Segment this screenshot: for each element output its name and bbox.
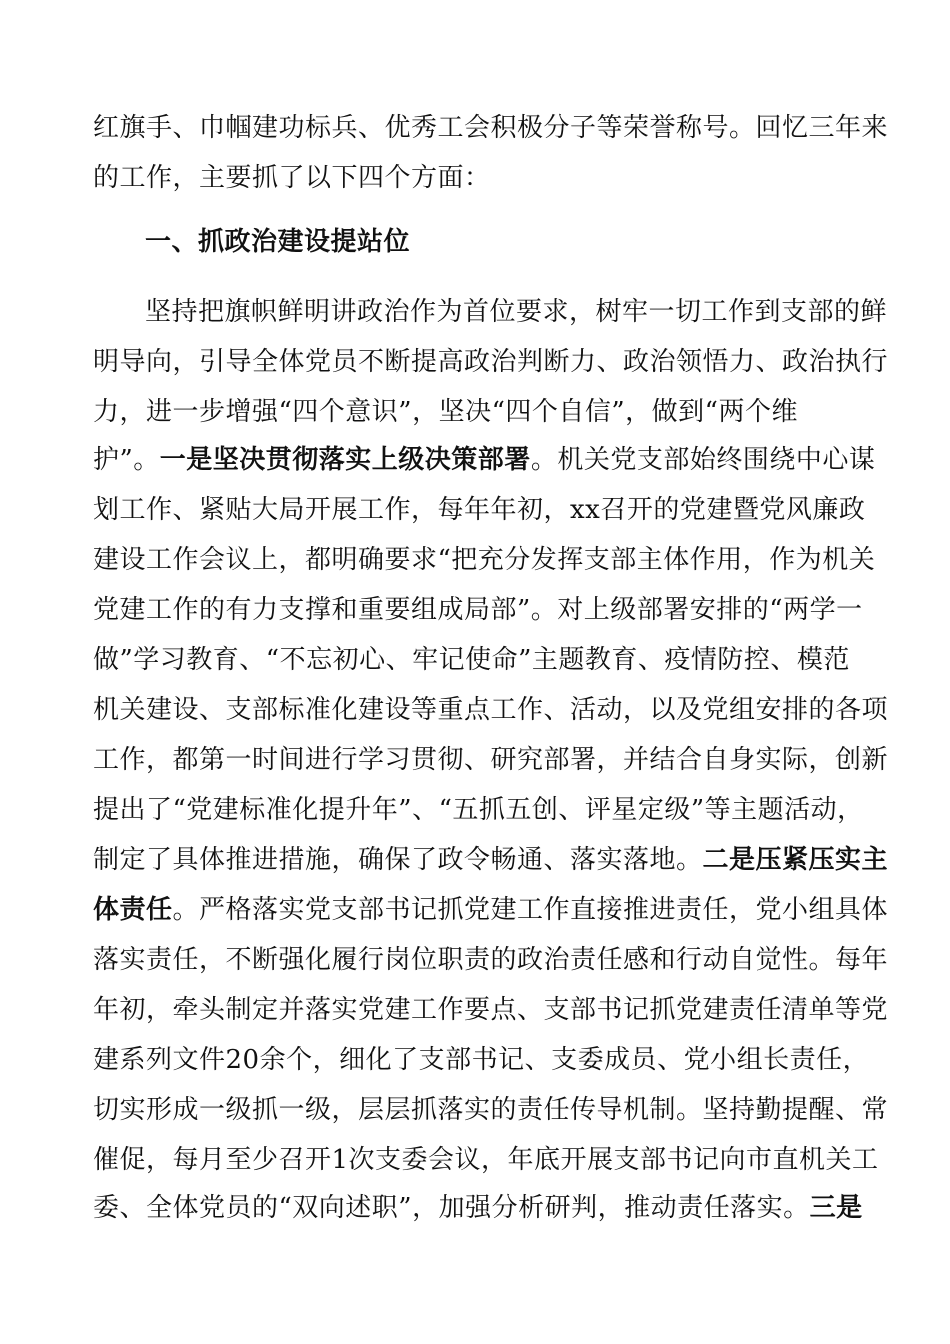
paragraph-line: 力，进一步增强“四个意识”，坚决“四个自信”，做到“两个维 — [93, 397, 798, 427]
bold-emphasis: 二是压紧压实主 — [702, 845, 889, 875]
paragraph-line: 明导向，引导全体党员不断提高政治判断力、政治领悟力、政治执行 — [93, 347, 889, 377]
bold-emphasis: 体责任 — [93, 895, 173, 925]
paragraph-line — [93, 843, 888, 877]
paragraph-line: 建系列文件20余个，细化了支部书记、支委成员、党小组长责任， — [93, 1045, 870, 1075]
paragraph-line: 划工作、紧贴大局开展工作，每年年初，xx召开的党建暨党风廉政 — [93, 495, 866, 525]
paragraph-line: 红旗手、巾帼建功标兵、优秀工会积极分子等荣誉称号。回忆三年来 — [93, 113, 889, 143]
line-text: 。严格落实党支部书记抓党建工作直接推进责任，党小组具体 — [172, 895, 889, 925]
line-text: 护”。 — [93, 445, 160, 475]
paragraph-line: 机关建设、支部标准化建设等重点工作、活动，以及党组安排的各项 — [93, 695, 889, 725]
paragraph-line — [93, 893, 888, 927]
line-text: 制定了具体推进措施，确保了政令畅通、落实落地。 — [93, 845, 703, 875]
paragraph-line: 落实责任，不断强化履行岗位职责的政治责任感和行动自觉性。每年 — [93, 945, 889, 975]
paragraph-line: 党建工作的有力支撑和重要组成局部”。对上级部署安排的“两学一 — [93, 595, 863, 625]
paragraph-line — [93, 1191, 863, 1225]
paragraph-line: 坚持把旗帜鲜明讲政治作为首位要求，树牢一切工作到支部的鲜 — [145, 297, 888, 327]
paragraph-line — [93, 443, 875, 477]
paragraph-line: 提出了“党建标准化提升年”、“五抓五创、评星定级”等主题活动， — [93, 795, 864, 825]
paragraph-line: 的工作，主要抓了以下四个方面： — [93, 163, 491, 193]
paragraph-line: 催促，每月至少召开1次支委会议，年底开展支部书记向市直机关工 — [93, 1145, 879, 1175]
paragraph-line: 工作，都第一时间进行学习贯彻、研究部署，并结合自身实际，创新 — [93, 745, 889, 775]
line-text: 委、全体党员的“双向述职”，加强分析研判，推动责任落实。 — [93, 1193, 810, 1223]
bold-emphasis: 三是 — [809, 1193, 863, 1223]
bold-emphasis: 一是坚决贯彻落实上级决策部署 — [159, 445, 531, 475]
paragraph-line: 建设工作会议上，都明确要求“把充分发挥支部主体作用，作为机关 — [93, 545, 876, 575]
section-heading: 一、抓政治建设提站位 — [145, 227, 411, 257]
paragraph-line: 做”学习教育、“不忘初心、牢记使命”主题教育、疫情防控、模范 — [93, 645, 850, 675]
paragraph-line: 年初，牵头制定并落实党建工作要点、支部书记抓党建责任清单等党 — [93, 995, 889, 1025]
paragraph-line: 切实形成一级抓一级，层层抓落实的责任传导机制。坚持勤提醒、常 — [93, 1095, 889, 1125]
line-text: 。机关党支部始终围绕中心谋 — [530, 445, 876, 475]
